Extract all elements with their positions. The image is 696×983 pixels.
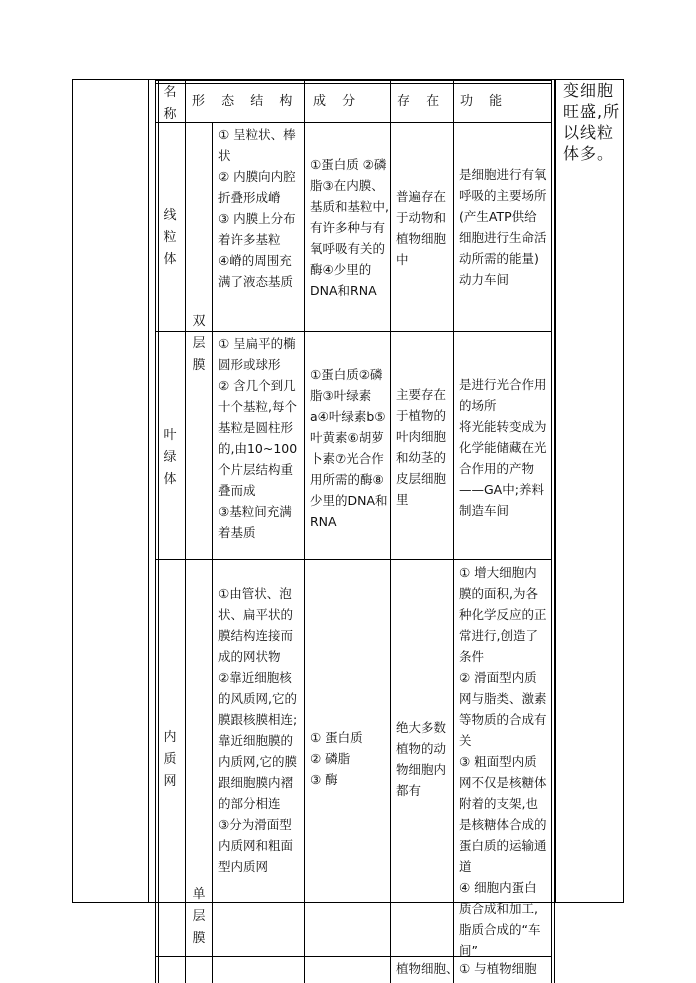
table-left-2 [158,80,159,983]
col-sep-name [185,80,186,983]
row-er-name: 内 质 网 [163,730,177,789]
row-sep-chloro [155,559,552,560]
er-comp-2: ② 磷脂 [310,751,351,766]
er-morph-2: ②靠近细胞核的风质网,它的膜跟核膜相连;靠近细胞膜的内质网,它的膜跟细胞膜内褶的部分相连 [218,670,298,811]
row-next-function: ① 与植物细胞 [459,961,537,976]
row-er-composition [310,727,390,790]
mito-morph-4: ④嵴的周围充满了液态基质 [218,253,294,289]
chloro-func-2: 将光能转变成为化学能储藏在光合作用的产物——GA中;养料制造车间 [459,419,547,518]
row-mito-composition: ①蛋白质 ②磷脂③在内膜、基质和基粒中,有许多种与有氧呼吸有关的酶④少里的DNA和RNA [310,157,389,298]
row-chloro-morphology [218,333,302,543]
chloro-morph-3: ③基粒间充满着基质 [218,504,292,540]
row-chloro-composition: ①蛋白质②磷脂③叶绿素a④叶绿素b⑤叶黄素⑥胡萝卜素⑦光合作用所需的酶⑧少里的DNA和RNA [310,367,388,529]
row-mito-morphology [218,124,302,292]
er-morph-1: ①由管状、泡状、扁平状的膜结构连接而成的网状物 [218,586,294,664]
col-sep-loc [453,80,454,983]
row-er-location: 绝大多数植物的动物细胞内都有 [396,720,447,798]
row-sep-mito-b [304,331,552,332]
row-mito-name: 线 粒 体 [163,208,177,267]
col-sep-comp [390,80,391,983]
er-func-4: ④ 细胞内蛋白质合成和加工,脂质合成的“车间” [459,880,541,958]
row-sep-mito-c [212,331,304,332]
header-composition: 成 分 [313,94,362,109]
row-er-morphology [218,583,302,877]
col-sep-group [212,123,213,983]
row-chloro-name: 叶 绿 体 [163,428,177,487]
col-sep-morph [304,80,305,983]
row-chloro-function [459,374,549,521]
outer-frame-left [72,79,73,903]
table-right-1 [551,80,552,983]
er-func-1: ① 增大细胞内膜的面积,为各种化学反应的正常进行,创造了条件 [459,565,547,664]
chloro-morph-1: ① 呈扁平的椭圆形或球形 [218,336,296,372]
table-top-1 [155,80,552,81]
er-morph-3: ③分为滑面型内质网和粗面型内质网 [218,817,294,874]
row-next-location: 植物细胞、 [396,961,459,976]
group-single-membrane: 单 层 膜 [192,887,206,946]
er-comp-3: ③ 酶 [310,772,338,787]
group-double-membrane: 双 层 膜 [192,314,206,373]
header-location: 存 在 [397,94,446,109]
mito-morph-3: ③ 内膜上分布着许多基粒 [218,211,296,247]
outer-inner-left [148,79,149,903]
header-name: 名 称 [163,85,177,122]
row-mito-function: 是细胞进行有氧呼吸的主要场所(产生ATP供给细胞进行生命活动所需的能量)动力车间 [459,167,547,287]
header-morphology: 形 态 结 构 [192,94,299,109]
er-comp-1: ① 蛋白质 [310,730,363,745]
er-func-3: ③ 粗面型内质网不仅是核糖体附着的支架,也是核糖体合成的蛋白质的运输通道 [459,754,547,874]
mito-morph-2: ② 内膜向内腔折叠形成嵴 [218,169,296,205]
table-top-2 [155,83,552,84]
header-function: 功 能 [460,94,509,109]
side-note: 变细胞 旺盛,所 以线粒 体多。 [563,81,621,163]
outer-frame-right [623,79,624,903]
mito-morph-1: ① 呈粒状、棒状 [218,127,296,163]
row-mito-location: 普遍存在于动物和植物细胞中 [396,189,447,267]
er-func-2: ② 滑面型内质网与脂类、激素等物质的合成有关 [459,670,547,748]
row-er-function [459,562,549,961]
chloro-morph-2: ② 含几个到几十个基粒,每个基粒是圆柱形的,由10~100个片层结构重叠而成 [218,378,298,498]
side-divider [555,79,556,903]
row-chloro-location: 主要存在于植物的叶肉细胞和幼茎的皮层细胞里 [396,387,447,507]
row-sep-header [155,122,552,123]
table-left-1 [155,80,156,983]
chloro-func-1: 是进行光合作用的场所 [459,377,547,413]
